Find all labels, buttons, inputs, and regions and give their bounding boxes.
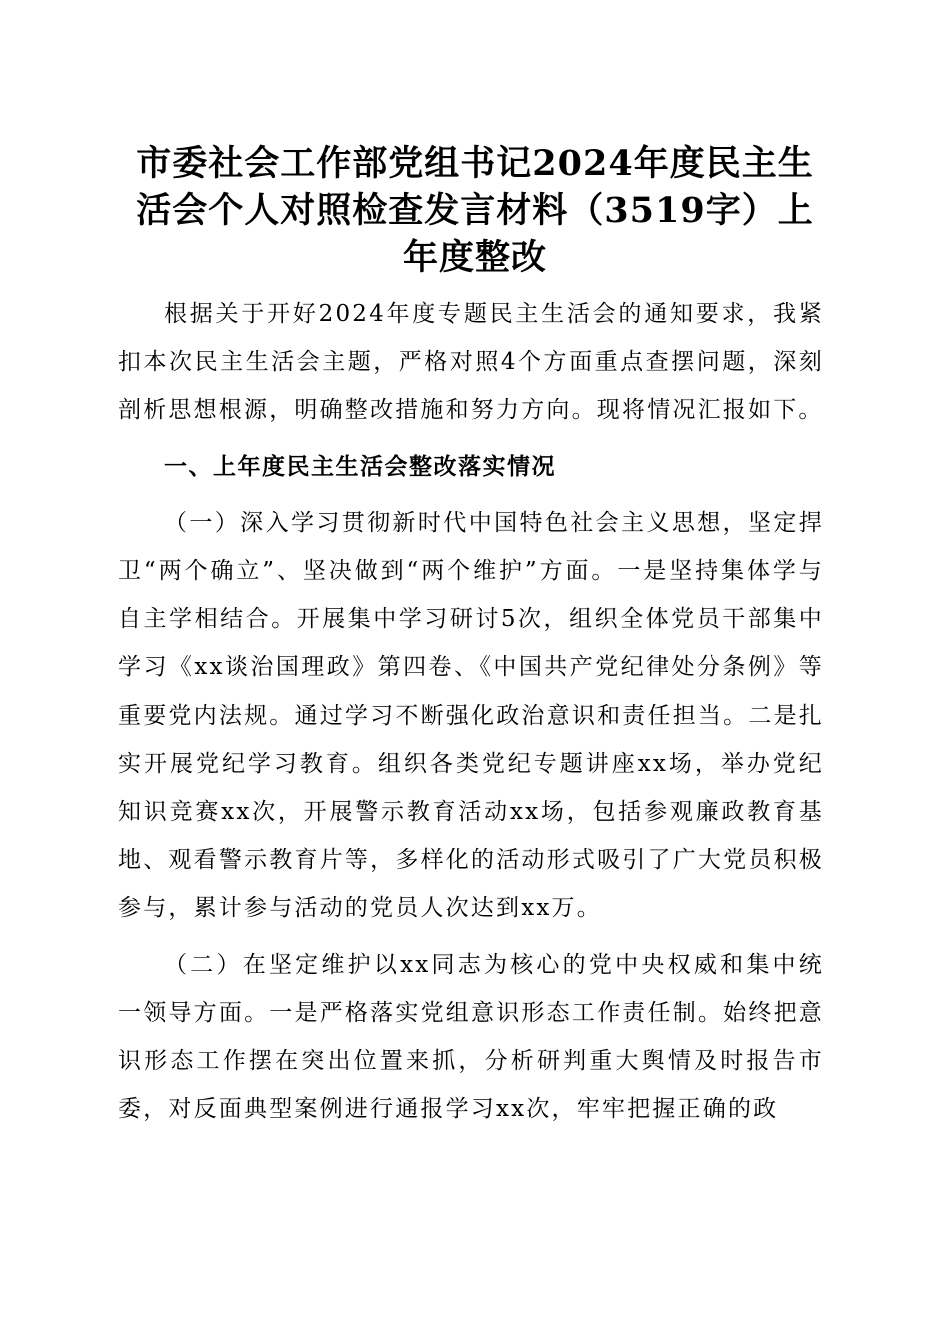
document-title: 市委社会工作部党组书记2024年度民主生活会个人对照检查发言材料（3519字）上年度整改: [136, 143, 814, 278]
body-paragraph: （二）在坚定维护以xx同志为核心的党中央权威和集中统一领导方面。一是严格落实党组意识形态工作责任制。始终把意识形态工作摆在突出位置来抓，分析研判重大舆情及时报告市委，对反面典型案例进行通报学习xx次，牢牢把握正确的政: [118, 951, 824, 1123]
body-paragraph: （一）深入学习贯彻新时代中国特色社会主义思想，坚定捍卫“两个确立”、坚决做到“两个维护”方面。一是坚持集体学与自主学相结合。开展集中学习研讨5次，组织全体党员干部集中学习《xx谈治国理政》第四卷、《中国共产党纪律处分条例》等重要党内法规。通过学习不断强化政治意识和责任担当。二是扎实开展党纪学习教育。组织各类党纪专题讲座xx场，举办党纪知识竞赛xx次，开展警示教育活动xx场，包括参观廉政教育基地、观看警示教育片等，多样化的活动形式吸引了广大党员积极参与，累计参与活动的党员人次达到xx万。: [118, 509, 824, 922]
document-body: [118, 290, 824, 1133]
intro-paragraph: 根据关于开好2024年度专题民主生活会的通知要求，我紧扣本次民主生活会主题，严格对照4个方面重点查摆问题，深刻剖析思想根源，明确整改措施和努力方向。现将情况汇报如下。: [118, 301, 824, 424]
section-heading: 一、上年度民主生活会整改落实情况: [164, 453, 556, 480]
